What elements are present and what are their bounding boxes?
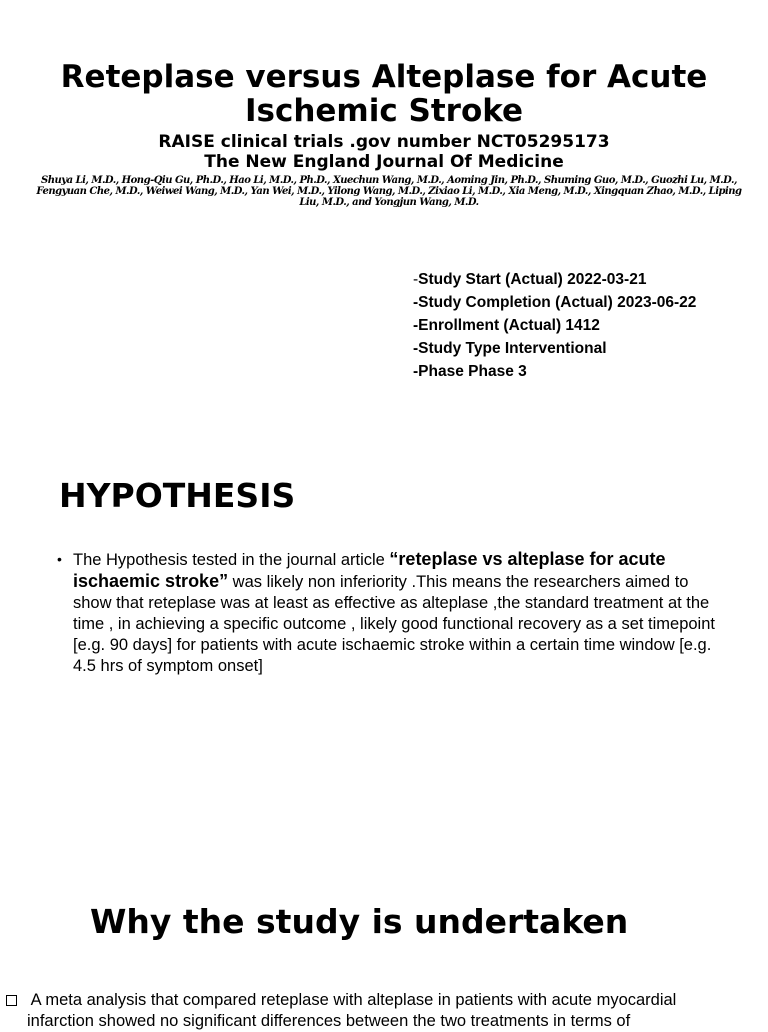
study-info-item: -Study Completion (Actual) 2023-06-22 (413, 294, 697, 311)
document-title: Reteplase versus Alteplase for Acute Ischemic Stroke (60, 59, 708, 129)
study-info-list (413, 268, 696, 383)
article-title-emphasis: “reteplase vs alteplase for acute ischaemic stroke” (73, 549, 666, 591)
checkbox-bullet-icon (6, 995, 17, 1006)
study-info-item: -Study Type Interventional (413, 340, 607, 357)
author-list: Shuya Li, M.D., Hong-Qiu Gu, Ph.D., Hao Li, M.D., Ph.D., Xuechun Wang, M.D., Aoming Jin, Ph.D., Shuming Guo, M.D., Guozhi Lu, M.D., Fengyuan Che, M.D., Weiwei Wang, M.D., Yan Wei, M.D., Yilong Wang, M.D., Zixiao Li, M.D., Xia Meng, M.D., Xingquan Zhao, M.D., Liping Liu, M.D., and Yongjun Wang, M.D. (36, 175, 742, 208)
hypothesis-bullet (57, 549, 717, 677)
journal-name: The New England Journal Of Medicine (204, 152, 564, 172)
study-info-item: -Enrollment (Actual) 1412 (413, 317, 600, 334)
hypothesis-text: The Hypothesis tested in the journal article “reteplase vs alteplase for acute ischaemic stroke” was likely non inferiority .This means the researchers aimed to show that reteplase was at least as effective as alteplase ,the standard treatment at the time , in achieving a specific outcome , likely good functional recovery as a set timepoint [e.g. 90 days] for patients with acute ischaemic stroke within a certain time window [e.g. 4.5 hrs of symptom onset] (73, 549, 715, 675)
study-info-item: -Study Start (Actual) 2022-03-21 (413, 271, 647, 288)
why-paragraph: A meta analysis that compared reteplase with alteplase in patients with acute myocardial infarction showed no significant differences between the two treatments in terms of (6, 990, 766, 1032)
trial-number: RAISE clinical trials .gov number NCT05295173 (158, 132, 610, 152)
why-heading: Why the study is undertaken (90, 902, 629, 941)
study-info-item: -Phase Phase 3 (413, 363, 527, 380)
bullet-icon: • (57, 551, 62, 567)
hypothesis-heading: HYPOTHESIS (59, 476, 296, 515)
